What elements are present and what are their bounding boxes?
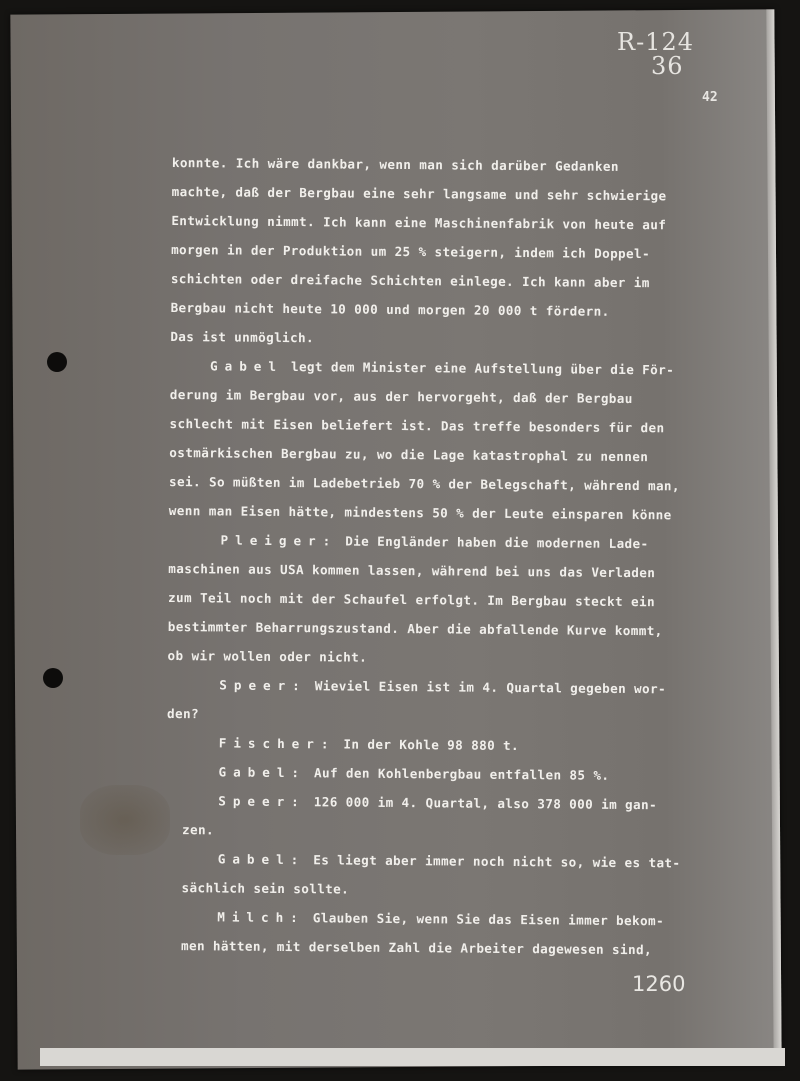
line-text: Das ist unmöglich. xyxy=(170,328,315,346)
archive-mark-line1: R-124 xyxy=(617,28,694,56)
sheet-edge xyxy=(766,9,781,1064)
line-text: Die Engländer haben die modernen Lade- xyxy=(337,533,649,552)
line-text: Bergbau nicht heute 10 000 und morgen 20 000 t fördern. xyxy=(170,299,610,319)
line-text: schlecht mit Eisen beliefert ist. Das treffe besonders für den xyxy=(169,415,665,436)
stamp-number: 1260 xyxy=(632,972,686,996)
line-text: In der Kohle 98 880 t. xyxy=(335,736,520,754)
line-text: sächlich sein sollte. xyxy=(181,880,350,897)
text-line xyxy=(166,786,734,820)
line-text: schichten oder dreifache Schichten einlege. Ich kann aber im xyxy=(170,270,650,291)
line-text: wenn man Eisen hätte, mindestens 50 % der Leute einsparen könne xyxy=(168,502,672,523)
line-text: zum Teil noch mit der Schaufel erfolgt. Im Bergbau steckt ein xyxy=(168,589,656,610)
line-text: Glauben Sie, wenn Sie das Eisen immer bekom- xyxy=(304,910,665,929)
page-number: 42 xyxy=(702,90,718,105)
line-text: sei. So müßten im Ladebetrieb 70 % der Belegschaft, während man, xyxy=(169,473,680,494)
line-text: Auf den Kohlenbergbau entfallen 85 %. xyxy=(305,765,610,783)
line-text: 126 000 im 4. Quartal, also 378 000 im gan- xyxy=(305,794,658,813)
line-text: bestimmter Beharrungszustand. Aber die abfallende Kurve kommt, xyxy=(167,618,663,639)
line-text: Wieviel Eisen ist im 4. Quartal gegeben wor- xyxy=(306,678,667,697)
speaker-name: Fischer: xyxy=(218,735,336,752)
line-text: ostmärkischen Bergbau zu, wo die Lage katastrophal zu nennen xyxy=(169,444,649,465)
line-text: maschinen aus USA kommen lassen, während bei uns das Verladen xyxy=(168,560,656,581)
line-text: zen. xyxy=(181,822,215,838)
speaker-name: Speer: xyxy=(219,677,307,694)
mount-strip xyxy=(40,1048,785,1066)
line-text: Es liegt aber immer noch nicht so, wie es tat- xyxy=(305,852,681,871)
speaker-name: Pleiger: xyxy=(220,532,338,549)
line-text: konnte. Ich wäre dankbar, wenn man sich darüber Gedanken xyxy=(171,154,619,174)
speaker-name: Milch: xyxy=(217,909,305,926)
line-text: legt dem Minister eine Aufstellung über die För- xyxy=(282,358,675,378)
speaker-name: Gabel xyxy=(210,358,284,374)
punch-hole-upper xyxy=(47,352,67,372)
speaker-name: Speer: xyxy=(218,793,306,810)
line-text: derung im Bergbau vor, aus der hervorgeht, daß der Bergbau xyxy=(169,386,633,407)
line-text: machte, daß der Bergbau eine sehr langsame und sehr schwierige xyxy=(171,183,667,204)
speaker-name: Gabel: xyxy=(217,851,306,868)
line-text: morgen in der Produktion um 25 % steigern, indem ich Doppel- xyxy=(171,241,651,262)
typescript-body xyxy=(165,148,740,965)
archive-mark-line2: 36 xyxy=(651,52,684,80)
text-line xyxy=(167,670,735,704)
punch-hole-lower xyxy=(43,668,63,688)
line-text: Entwicklung nimmt. Ich kann eine Maschinenfabrik von heute auf xyxy=(171,212,667,233)
line-text: ob wir wollen oder nicht. xyxy=(167,647,368,665)
text-line xyxy=(165,931,733,965)
paper-stain xyxy=(80,785,170,855)
line-text: den? xyxy=(166,705,200,722)
speaker-name: Gabel: xyxy=(218,764,307,781)
line-text: men hätten, mit derselben Zahl die Arbeiter dagewesen sind, xyxy=(180,938,653,958)
